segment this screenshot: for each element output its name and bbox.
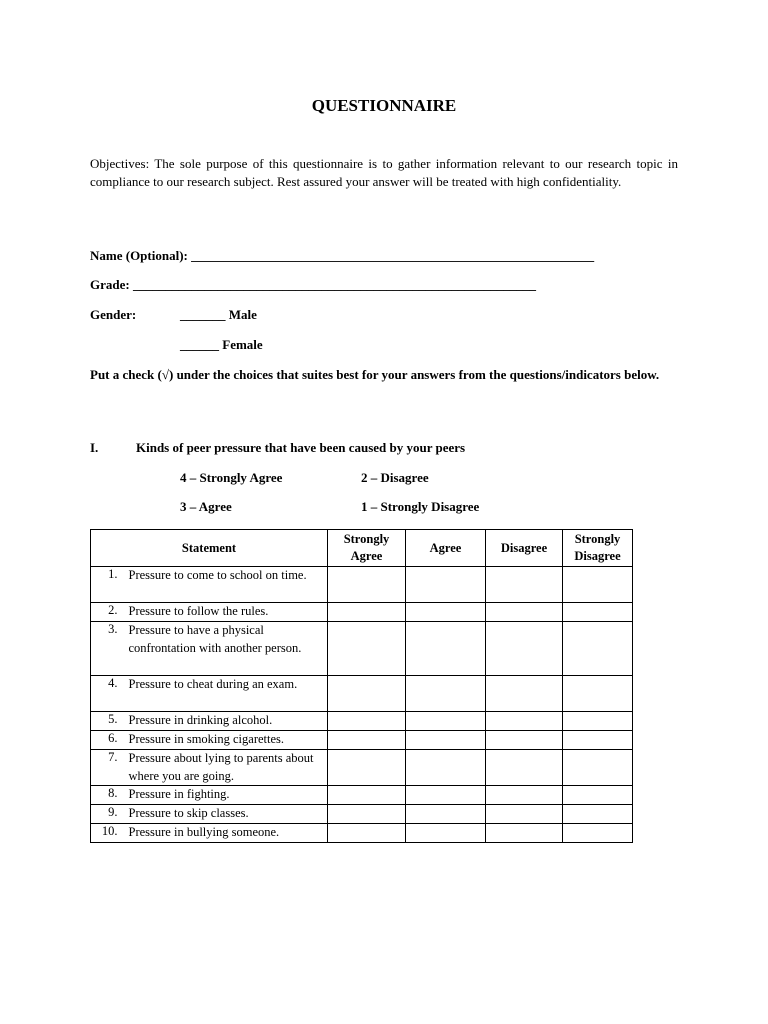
gender-label: Gender: — [90, 307, 137, 322]
row-number: 1. — [91, 567, 122, 603]
checkbox-cell-strongly-disagree[interactable] — [563, 603, 633, 622]
row-number: 7. — [91, 750, 122, 786]
name-field — [90, 248, 594, 264]
table-row — [91, 622, 633, 676]
checkbox-cell-strongly-disagree[interactable] — [563, 567, 633, 603]
table-row — [91, 824, 633, 843]
grade-blank: ______________________________________________________________ — [132, 277, 536, 292]
row-statement: Pressure to skip classes. — [122, 805, 328, 824]
name-blank: ______________________________________________________________ — [191, 248, 595, 263]
male-option — [180, 307, 257, 323]
table-row — [91, 567, 633, 603]
row-number: 4. — [91, 676, 122, 712]
table-row — [91, 731, 633, 750]
checkbox-cell-strongly-agree[interactable] — [328, 786, 406, 805]
scale-2: 2 – Disagree — [361, 470, 429, 485]
row-statement: Pressure about lying to parents about where you are going. — [122, 750, 328, 786]
section-number: I. — [90, 440, 99, 455]
checkbox-cell-strongly-disagree[interactable] — [563, 824, 633, 843]
checkbox-cell-strongly-agree[interactable] — [328, 805, 406, 824]
row-number: 2. — [91, 603, 122, 622]
table-row — [91, 676, 633, 712]
header-disagree: Disagree — [486, 530, 563, 567]
row-number: 9. — [91, 805, 122, 824]
row-number: 10. — [91, 824, 122, 843]
row-statement: Pressure to come to school on time. — [122, 567, 328, 603]
header-strongly-agree: Strongly Agree — [328, 530, 406, 567]
checkbox-cell-strongly-agree[interactable] — [328, 750, 406, 786]
checkbox-cell-disagree[interactable] — [486, 676, 563, 712]
table-row — [91, 786, 633, 805]
header-agree: Agree — [406, 530, 486, 567]
male-label: Male — [228, 307, 257, 322]
table-row — [91, 712, 633, 731]
row-number: 3. — [91, 622, 122, 676]
female-blank: ______ — [180, 337, 219, 352]
row-statement: Pressure in bullying someone. — [122, 824, 328, 843]
section-heading: Kinds of peer pressure that have been caused by your peers — [136, 440, 466, 455]
checkbox-cell-disagree[interactable] — [486, 786, 563, 805]
checkbox-cell-strongly-agree[interactable] — [328, 676, 406, 712]
grade-field — [90, 277, 536, 293]
header-strongly-disagree: Strongly Disagree — [563, 530, 633, 567]
checkbox-cell-strongly-disagree[interactable] — [563, 786, 633, 805]
questionnaire-table — [90, 529, 633, 843]
scale-3: 3 – Agree — [180, 499, 232, 514]
checkbox-cell-agree[interactable] — [406, 567, 486, 603]
checkbox-cell-agree[interactable] — [406, 676, 486, 712]
checkbox-cell-disagree[interactable] — [486, 712, 563, 731]
checkbox-cell-strongly-disagree[interactable] — [563, 750, 633, 786]
checkbox-cell-disagree[interactable] — [486, 805, 563, 824]
checkbox-cell-agree[interactable] — [406, 805, 486, 824]
name-label: Name (Optional): — [90, 248, 188, 263]
checkbox-cell-strongly-agree[interactable] — [328, 567, 406, 603]
page-title: QUESTIONNAIRE — [311, 96, 457, 115]
row-number: 5. — [91, 712, 122, 731]
objectives-paragraph: Objectives: The sole purpose of this questionnaire is to gather information relevant to our research topic in compliance to our research subject. Rest assured your answer will be treated with high confidentiality. — [90, 156, 678, 189]
checkbox-cell-strongly-disagree[interactable] — [563, 676, 633, 712]
table-header-row — [91, 530, 633, 567]
row-statement: Pressure in drinking alcohol. — [122, 712, 328, 731]
checkbox-cell-strongly-agree[interactable] — [328, 603, 406, 622]
table-body — [91, 567, 633, 843]
checkbox-cell-agree[interactable] — [406, 603, 486, 622]
scale-4: 4 – Strongly Agree — [180, 470, 283, 485]
row-statement: Pressure to follow the rules. — [122, 603, 328, 622]
female-option — [180, 337, 263, 353]
scale-1: 1 – Strongly Disagree — [361, 499, 480, 514]
checkbox-cell-strongly-disagree[interactable] — [563, 712, 633, 731]
female-label: Female — [222, 337, 263, 352]
row-statement: Pressure in fighting. — [122, 786, 328, 805]
checkbox-cell-strongly-agree[interactable] — [328, 824, 406, 843]
checkbox-cell-strongly-disagree[interactable] — [563, 622, 633, 676]
table-row — [91, 750, 633, 786]
checkbox-cell-agree[interactable] — [406, 750, 486, 786]
checkbox-cell-strongly-agree[interactable] — [328, 712, 406, 731]
checkbox-cell-strongly-agree[interactable] — [328, 622, 406, 676]
header-statement: Statement — [91, 530, 328, 567]
checkbox-cell-strongly-disagree[interactable] — [563, 731, 633, 750]
male-blank: _______ — [180, 307, 226, 322]
checkbox-cell-disagree[interactable] — [486, 603, 563, 622]
checkbox-cell-agree[interactable] — [406, 824, 486, 843]
checkbox-cell-disagree[interactable] — [486, 824, 563, 843]
checkbox-cell-disagree[interactable] — [486, 567, 563, 603]
grade-label: Grade: — [90, 277, 130, 292]
row-statement: Pressure in smoking cigarettes. — [122, 731, 328, 750]
row-number: 8. — [91, 786, 122, 805]
checkbox-cell-agree[interactable] — [406, 731, 486, 750]
checkbox-cell-strongly-agree[interactable] — [328, 731, 406, 750]
checkbox-cell-disagree[interactable] — [486, 731, 563, 750]
table-row — [91, 805, 633, 824]
checkbox-cell-agree[interactable] — [406, 786, 486, 805]
row-number: 6. — [91, 731, 122, 750]
checkbox-cell-agree[interactable] — [406, 622, 486, 676]
table-row — [91, 603, 633, 622]
checkbox-cell-disagree[interactable] — [486, 750, 563, 786]
row-statement: Pressure to have a physical confrontation with another person. — [122, 622, 328, 676]
checkbox-cell-disagree[interactable] — [486, 622, 563, 676]
instruction-paragraph: Put a check (√) under the choices that suites best for your answers from the questions/indicators below. — [90, 367, 660, 382]
checkbox-cell-agree[interactable] — [406, 712, 486, 731]
checkbox-cell-strongly-disagree[interactable] — [563, 805, 633, 824]
row-statement: Pressure to cheat during an exam. — [122, 676, 328, 712]
